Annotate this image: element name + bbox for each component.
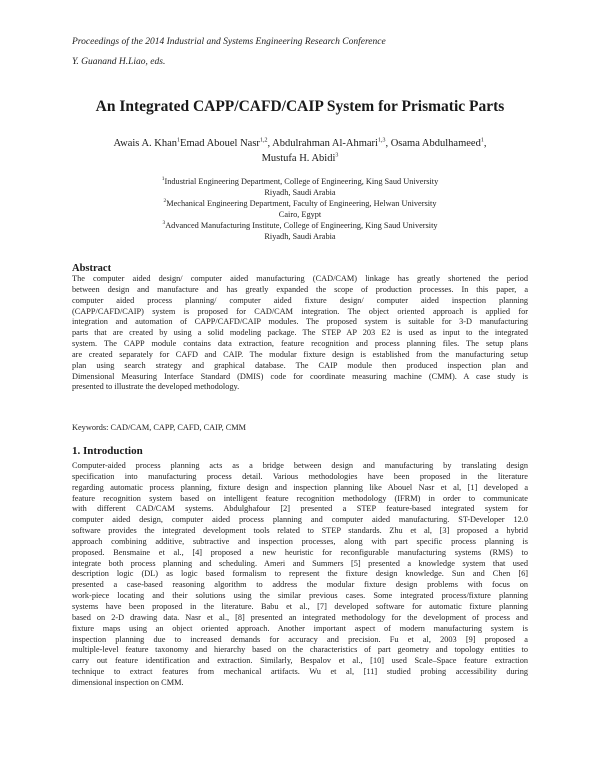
affiliation-2-line-1 xyxy=(110,199,490,210)
introduction-heading: 1. Introduction xyxy=(72,445,143,457)
intro-line: approach combining additive, subtractive and inspection processes, along with part specific process planning is xyxy=(72,536,528,546)
author-line-1: Awais A. Khan$^1$Emad Abouel Nasr$^{1,2}$, Abdulrahman Al-Ahmari$^{1,3}$, Osama Abdulhameed$^1$, xyxy=(113,137,487,149)
paper-title: An Integrated CAPP/CAFD/CAIP System for Prismatic Parts xyxy=(95,98,505,115)
abstract-line: system. The CAPP module contains data extraction, feature recognition and process planning files. The setup plans xyxy=(72,339,528,349)
abstract-line: integration and automation of CAPP/CAFD/CAIP modules. The proposed system is suitable for 3-D manufacturing xyxy=(72,317,528,327)
affiliation-3-line-2: Riyadh, Saudi Arabia xyxy=(264,231,336,241)
intro-line: regarding automatic process planning, fixture design and inspection planning like Abouel Nasr et al, [1] developed a xyxy=(72,482,528,492)
abstract-line: between design and manufacture and has greatly expanded the scope of production processes. In this paper, a xyxy=(72,284,528,294)
abstract-line: (CAPP/CAFD/CAIP) system is proposed for CAD/CAM integration. The object oriented approach is applied for xyxy=(72,306,528,316)
affiliation-marker: 1 xyxy=(161,176,165,183)
author-affil-marker: 1 xyxy=(480,137,484,144)
author-name: Osama Abdulhameed xyxy=(390,138,481,149)
author-affil-marker: 3 xyxy=(335,152,339,158)
abstract-line: Dimensional Measuring Interface Standard (DMIS) code for coordinate measuring machine (CMM). A case study is xyxy=(72,371,528,381)
intro-line: systems have been proposed in the literature. Babu et al., [7] developed software for automatic fixture planning xyxy=(72,601,528,611)
abstract-heading: Abstract xyxy=(72,263,112,274)
author-list xyxy=(72,137,528,166)
affiliation-list xyxy=(110,177,490,242)
intro-line: based on 2-D drawing data. Nasr et al., [8] presented an integrated methodology for the development of process and xyxy=(72,612,528,622)
author-name: Emad Abouel Nasr xyxy=(180,138,260,149)
abstract-line: plan using search strategy and graphical database. The CAIP module then produced inspection plan and xyxy=(72,360,528,370)
affiliation-1-line-1 xyxy=(110,177,490,188)
intro-line: description logic (DL) as logic based formalism to represent the fixture design knowledge. Sun and Chen [6] xyxy=(72,569,528,579)
abstract-line: parts that are created by using a solid modeling package. The STEP AP 203 E2 is used as input to the integrated xyxy=(72,328,528,338)
intro-line: with different CAD/CAM systems. Abdulghafour [2] presented a STEP feature-based integrated system for xyxy=(72,504,528,514)
author-name: Abdulrahman Al-Ahmari xyxy=(272,138,378,149)
abstract-line: are created separately for CAFD and CAIP. The modular fixture design is established from the manufacturing setup xyxy=(72,349,528,359)
affiliation-2-line-2: Cairo, Egypt xyxy=(278,209,322,219)
intro-line: software provides the integrated development tools related to STEP standards. Zhu et al, [3] proposed a hybrid xyxy=(72,526,528,536)
affiliation-text: Advanced Manufacturing Institute, College of Engineering, King Saud University xyxy=(165,220,438,230)
intro-line: feature recognition system based on intelligent feature recognition methodology (IFRM) in order to communicate xyxy=(72,493,528,503)
author-affil-marker: 1,2 xyxy=(259,137,268,144)
intro-line: specification into manufacturing process detail. Various methodologies have been proposed in the literature xyxy=(72,471,528,481)
affiliation-marker: 3 xyxy=(162,219,166,226)
intro-line: inspection planning due to increased demands for accuracy and precision. Fu et al, 2003 [9] proposed a xyxy=(72,634,528,644)
editors-line: Y. Guanand H.Liao, eds. xyxy=(72,57,166,67)
intro-line: proposed. Bensmaine et al., [4] proposed a new heuristic for reconfigurable manufacturing systems (RMS) to xyxy=(72,547,528,557)
intro-line: fixture maps using an object oriented approach. Another important aspect of modern manufacturing system is xyxy=(72,623,528,633)
intro-line: Computer-aided process planning acts as a bridge between design and manufacturing by translating design xyxy=(72,461,528,470)
intro-line: work-piece locating and their solutions using the similar previous cases. Some integrated process/fixture planning xyxy=(72,591,528,601)
abstract-line: The computer aided design/ computer aided manufacturing (CAD/CAM) linkage has greatly shortened the period xyxy=(72,274,528,283)
abstract-body xyxy=(72,274,528,393)
author-affil-marker: 1 xyxy=(177,137,181,144)
author-name: Awais A. Khan xyxy=(113,138,178,149)
intro-line: dimensional inspection on CMM. xyxy=(72,677,184,687)
intro-line: carry out feature identification and extraction. Similarly, Bespalov et al., [10] used Scale–Space feature extraction xyxy=(72,656,528,666)
affiliation-text: Industrial Engineering Department, College of Engineering, King Saud University xyxy=(164,177,439,186)
introduction-body xyxy=(72,461,528,689)
affiliation-text: Mechanical Engineering Department, Faculty of Engineering, Helwan University xyxy=(166,198,437,208)
affiliation-marker: 2 xyxy=(163,198,167,205)
intro-line: multiple-level feature taxonomy and hierarchy based on the characteristics of part geometry and topology entities to xyxy=(72,645,528,655)
author-name: Mustufa H. Abidi xyxy=(261,152,336,164)
intro-line: technique to extract features from mechanical artifacts. Wu et al, [11] studied probing accessibility during xyxy=(72,667,528,677)
intro-line: computer aided design, computer aided process planning and computer aided manufacturing. ST-Developer 12.0 xyxy=(72,515,528,525)
abstract-line: presented to illustrate the developed methodology. xyxy=(72,382,240,392)
author-line-2 xyxy=(72,152,528,167)
proceedings-header: Proceedings of the 2014 Industrial and Systems Engineering Research Conference xyxy=(72,37,386,47)
keywords-line: Keywords: CAD/CAM, CAPP, CAFD, CAIP, CMM xyxy=(72,423,247,432)
intro-line: presented a case-based reasoning algorithm to address the modular fixture design problems with focus on xyxy=(72,580,528,590)
affiliation-1-line-2: Riyadh, Saudi Arabia xyxy=(264,187,336,197)
intro-line: integrate both process planning and scheduling. Ameri and Summers [5] presented a knowledge system that used xyxy=(72,558,528,568)
abstract-line: computer aided process planning/ computer aided fixture design/ computer aided inspection planning xyxy=(72,295,528,305)
affiliation-3-line-1 xyxy=(110,221,490,232)
author-affil-marker: 1,3 xyxy=(377,137,386,144)
